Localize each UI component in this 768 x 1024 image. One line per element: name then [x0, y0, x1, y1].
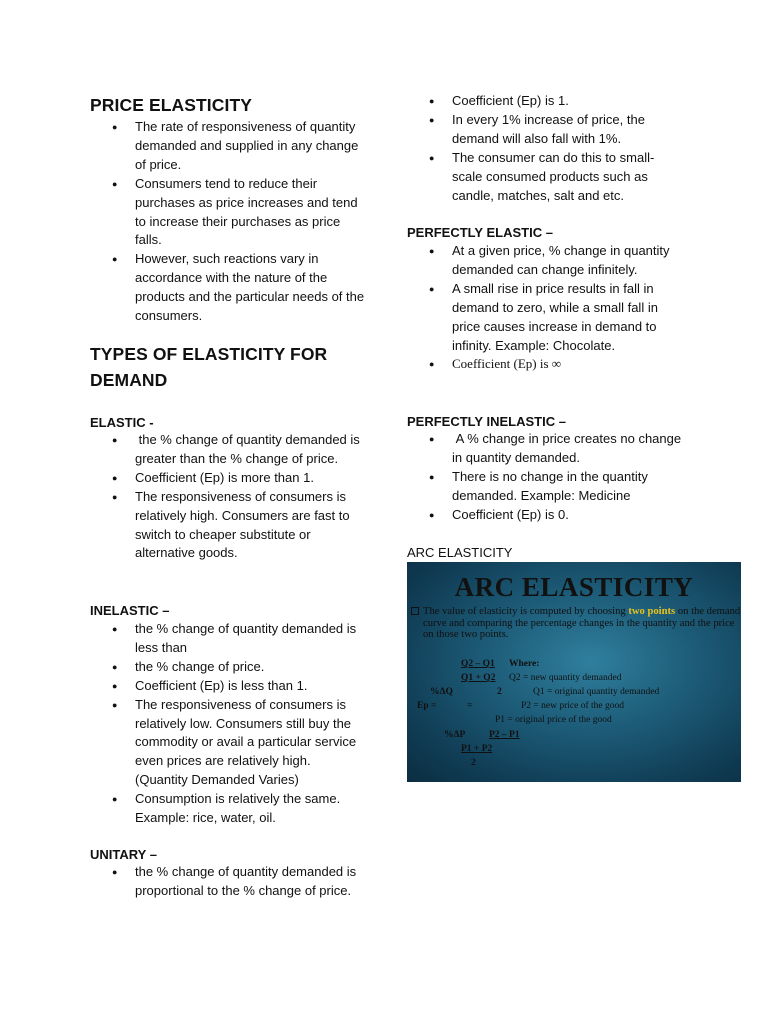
list-item: ● Coefficient (Ep) is more than 1. [90, 469, 365, 488]
formula-pct-q: %ΔQ [430, 687, 453, 697]
formula-p-denominator: P1 + P2 [461, 744, 493, 754]
list-item: ● Coefficient (Ep) is 0. [407, 506, 682, 525]
checkbox-bullet-icon [411, 607, 419, 615]
list-item: ● The consumer can do this to small-scale consumed products such as candle, matches, salt and etc. [429, 149, 655, 203]
list-item: ● the % change of quantity demanded is less than [112, 621, 357, 655]
bullet-icon: ● [112, 699, 118, 710]
arc-elasticity-slide-image [407, 562, 741, 782]
formula-p-numerator: P2 – P1 [489, 730, 520, 740]
list-item: ● At a given price, % change in quantity demanded can change infinitely. [429, 243, 670, 277]
list-item: ● In every 1% increase of price, the demand will also fall with 1%. [429, 111, 645, 146]
bullet-icon: ● [112, 867, 118, 877]
perfectly-elastic-heading: PERFECTLY ELASTIC – [407, 225, 553, 240]
bullet-icon: ● [112, 491, 118, 502]
list-item: ● Coefficient (Ep) is less than 1. [90, 677, 365, 696]
list-item: ● the % change of price. [90, 658, 365, 677]
bullet-icon: ● [429, 509, 435, 520]
bullet-icon: ● [429, 359, 435, 370]
formula-def-q2: Q2 = new quantity demanded [509, 673, 622, 683]
formula-equals: = [467, 701, 473, 711]
formula-p-two: 2 [471, 758, 476, 768]
bullet-icon: ● [112, 254, 118, 265]
perfectly-inelastic-heading: PERFECTLY INELASTIC – [407, 414, 566, 429]
list-item: ● A % change in price creates no change in quantity demanded. [429, 431, 685, 465]
bullet-icon: ● [112, 661, 118, 672]
types-heading: TYPES OF ELASTICITY FOR DEMAND [90, 344, 328, 390]
formula-ep: Ep = [417, 701, 437, 711]
bullet-icon: ● [112, 472, 118, 483]
bullet-icon: ● [112, 122, 118, 132]
slide-title: ARC ELASTICITY [454, 572, 694, 602]
list-item: ● Consumption is relatively the same. Example: rice, water, oil. [112, 791, 341, 826]
unitary-heading: UNITARY – [90, 847, 157, 862]
formula-def-p2: P2 = new price of the good [521, 701, 624, 711]
arc-elasticity-label: ARC ELASTICITY [407, 545, 513, 560]
list-item: ● Coefficient (Ep) is ∞ [407, 355, 682, 374]
formula-q-numerator: Q2 – Q1 [461, 659, 495, 669]
bullet-icon: ● [429, 246, 435, 256]
bullet-icon: ● [429, 114, 435, 125]
bullet-icon: ● [429, 283, 435, 294]
formula-q-denominator: Q1 + Q2 [461, 673, 496, 683]
inelastic-list [90, 620, 365, 828]
list-item: ● However, such reactions vary in accordance with the nature of the products and the particular needs of the consumers. [112, 251, 365, 324]
unitary-continued-list [407, 92, 682, 205]
bullet-icon: ● [112, 435, 118, 445]
bullet-icon: ● [429, 96, 435, 106]
list-item: ● A small rise in price results in fall in demand to zero, while a small fall in price causes increase in demand to infinity. Example: Chocolate. [429, 280, 658, 353]
perfectly-elastic-list [407, 242, 682, 374]
bullet-icon: ● [429, 434, 435, 444]
formula-pct-p: %ΔP [444, 730, 466, 740]
elastic-list [90, 431, 365, 563]
slide-description: The value of elasticity is computed by choosing two points on the demand curve and comparing the percentage changes in the quantity and the price on those two points. [423, 606, 741, 641]
formula-where: Where: [509, 659, 540, 669]
price-elasticity-heading: PRICE ELASTICITY [90, 95, 253, 115]
bullet-icon: ● [112, 680, 118, 691]
list-item: ● The responsiveness of consumers is relatively high. Consumers are fast to switch to cheaper substitute or alternative goods. [112, 488, 350, 561]
bullet-icon: ● [112, 178, 118, 189]
bullet-icon: ● [112, 624, 118, 634]
bullet-icon: ● [429, 152, 435, 163]
formula-def-p1: P1 = original price of the good [495, 715, 612, 725]
formula-def-q1: Q1 = original quantity demanded [533, 687, 660, 697]
inelastic-heading: INELASTIC – [90, 603, 170, 618]
bullet-icon: ● [112, 794, 118, 805]
list-item: ● the % change of quantity demanded is proportional to the % change of price. [112, 864, 357, 898]
unitary-list [90, 863, 365, 901]
list-item: ● Coefficient (Ep) is 1. [407, 92, 682, 111]
list-item: ● the % change of quantity demanded is greater than the % change of price. [112, 432, 364, 466]
list-item: ● Consumers tend to reduce their purchases as price increases and tend to increase their purchases as price falls. [112, 175, 358, 248]
list-item: ● The responsiveness of consumers is relatively low. Consumers still buy the commodity or avail a particular service even prices are relatively high. (Quantity Demanded Varies) [112, 696, 357, 788]
elastic-heading: ELASTIC - [90, 415, 154, 430]
price-elasticity-list [90, 118, 365, 326]
list-item: ● There is no change in the quantity demanded. Example: Medicine [429, 468, 648, 503]
list-item: ● The rate of responsiveness of quantity demanded and supplied in any change of price. [112, 119, 359, 172]
bullet-icon: ● [429, 471, 435, 482]
perfectly-inelastic-list [407, 430, 685, 525]
formula-q-two: 2 [497, 687, 502, 697]
